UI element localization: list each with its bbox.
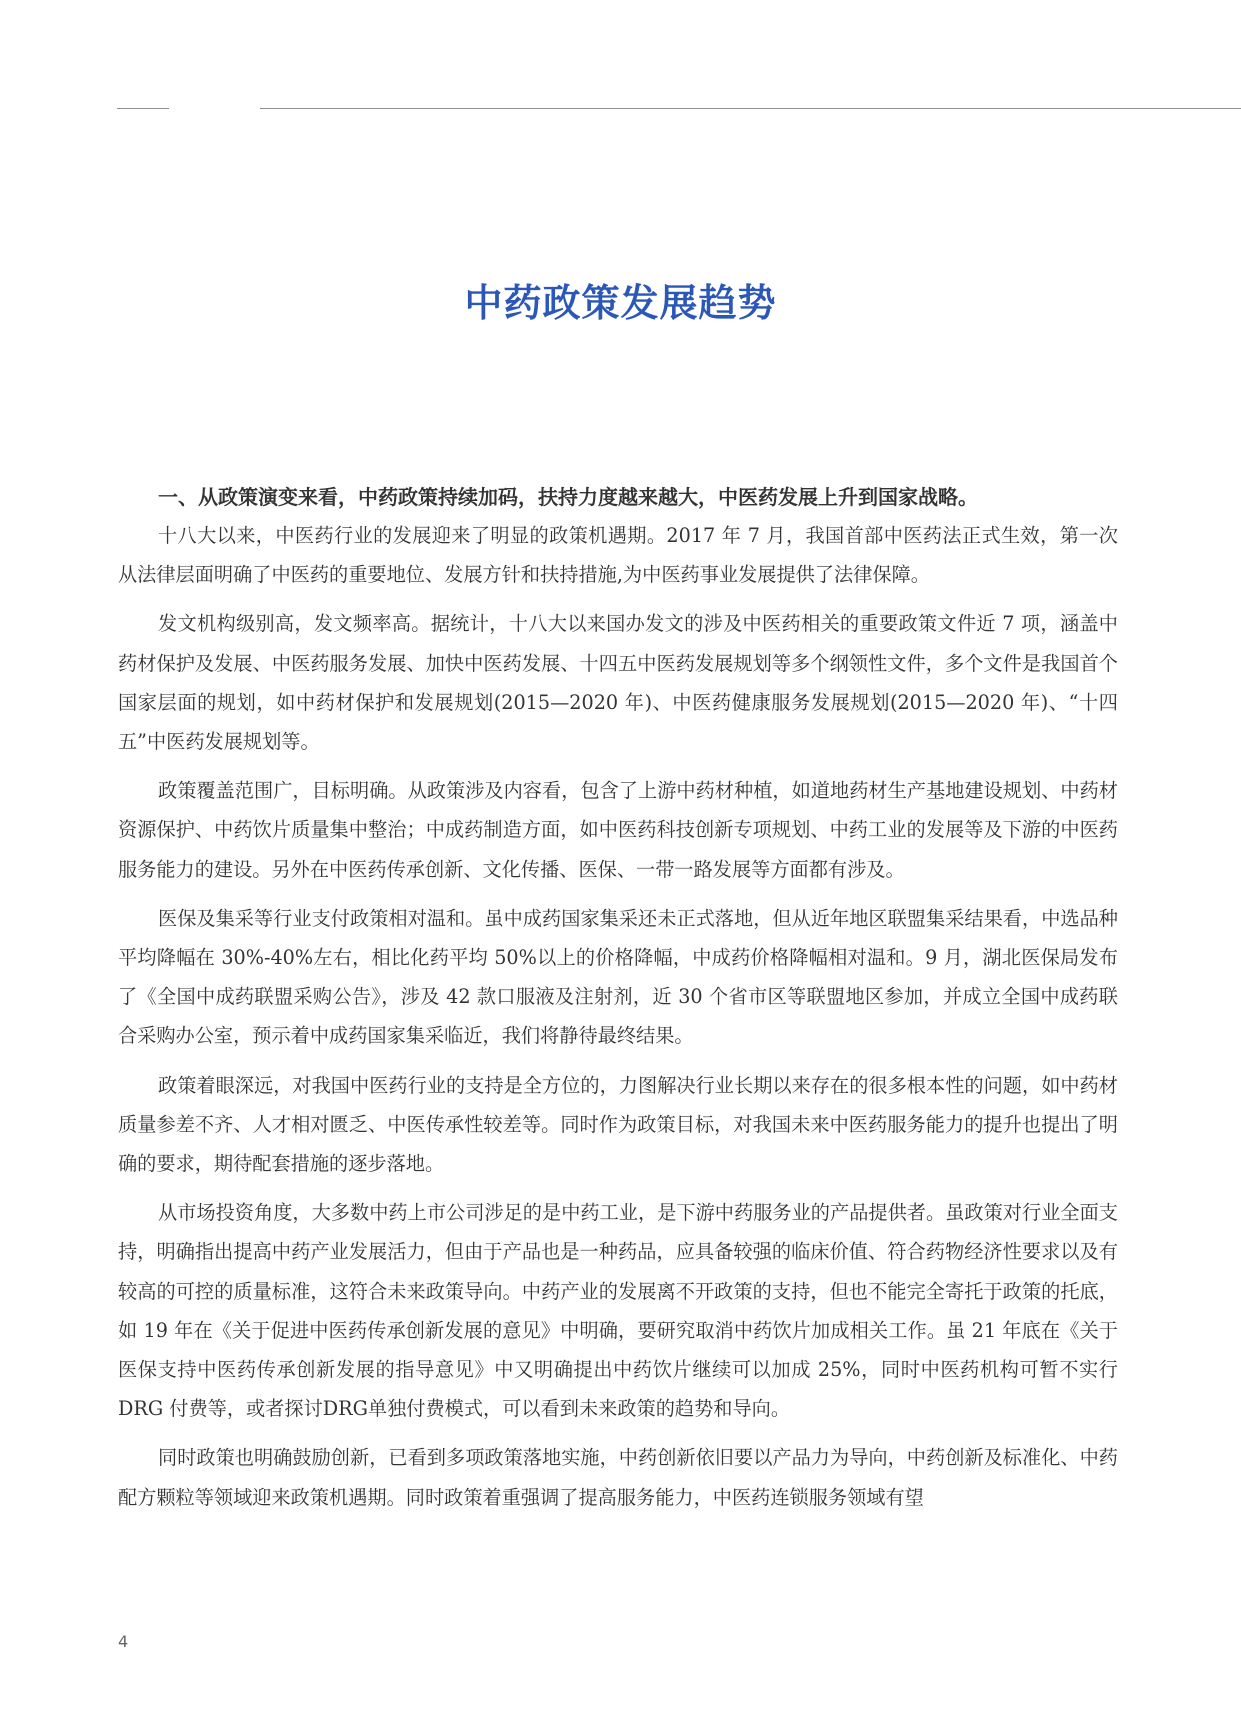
page-title: 中药政策发展趋势 bbox=[464, 280, 777, 325]
article-body bbox=[118, 478, 1118, 1527]
header-rule-long bbox=[260, 108, 1241, 109]
paragraph-3: 政策覆盖范围广，目标明确。从政策涉及内容看，包含了上游中药材种植，如道地药材生产基地建设规划、中药材资源保护、中药饮片质量集中整治；中成药制造方面，如中医药科技创新专项规划、中药工业的发展等及下游的中医药服务能力的建设。另外在中医药传承创新、文化传播、医保、一带一路发展等方面都有涉及。 bbox=[118, 779, 1118, 881]
paragraph-7: 同时政策也明确鼓励创新，已看到多项政策落地实施，中药创新依旧要以产品力为导向，中药创新及标准化、中药配方颗粒等领域迎来政策机遇期。同时政策着重强调了提高服务能力，中医药连锁服务领域有望 bbox=[118, 1446, 1118, 1509]
paragraph-2: 发文机构级别高，发文频率高。据统计，十八大以来国办发文的涉及中医药相关的重要政策文件近 7 项，涵盖中药材保护及发展、中医药服务发展、加快中医药发展、十四五中医药发展规划等多个纲领性文件，多个文件是我国首个国家层面的规划，如中药材保护和发展规划(2015—2020 年)、中医药健康服务发展规划(2015—2020 年)、“十四五”中医药发展规划等。 bbox=[118, 612, 1118, 754]
page-number: 4 bbox=[118, 1632, 129, 1651]
paragraph-5: 政策着眼深远，对我国中医药行业的支持是全方位的，力图解决行业长期以来存在的很多根本性的问题，如中药材质量参差不齐、人才相对匮乏、中医传承性较差等。同时作为政策目标，对我国未来中医药服务能力的提升也提出了明确的要求，期待配套措施的逐步落地。 bbox=[118, 1073, 1118, 1176]
paragraph-1: 十八大以来，中医药行业的发展迎来了明显的政策机遇期。2017 年 7 月，我国首部中医药法正式生效，第一次从法律层面明确了中医药的重要地位、发展方针和扶持措施,为中医药事业发展提供了法律保障。 bbox=[118, 524, 1118, 587]
paragraph-4: 医保及集采等行业支付政策相对温和。虽中成药国家集采还未正式落地，但从近年地区联盟集采结果看，中选品种平均降幅在 30%-40%左右，相比化药平均 50%以上的价格降幅，中成药价格降幅相对温和。9 月，湖北医保局发布了《全国中成药联盟采购公告》，涉及 42 款口服液及注射剂，近 30 个省市区等联盟地区参加，并成立全国中成药联合采购办公室，预示着中成药国家集采临近，我们将静待最终结果。 bbox=[118, 906, 1118, 1048]
section-heading: 一、从政策演变来看，中药政策持续加码，扶持力度越来越大，中医药发展上升到国家战略。 bbox=[158, 485, 978, 509]
header-rule-short bbox=[117, 108, 169, 109]
paragraph-6: 从市场投资角度，大多数中药上市公司涉足的是中药工业，是下游中药服务业的产品提供者。虽政策对行业全面支持，明确指出提高中药产业发展活力，但由于产品也是一种药品，应具备较强的临床价值、符合药物经济性要求以及有较高的可控的质量标准，这符合未来政策导向。中药产业的发展离不开政策的支持，但也不能完全寄托于政策的托底，如 19 年在《关于促进中医药传承创新发展的意见》中明确，要研究取消中药饮片加成相关工作。虽 21 年底在《关于医保支持中医药传承创新发展的指导意见》中又明确提出中药饮片继续可以加成 25%，同时中医药机构可暂不实行 DRG 付费等，或者探讨DRG单独付费模式，可以看到未来政策的趋势和导向。 bbox=[118, 1201, 1118, 1421]
